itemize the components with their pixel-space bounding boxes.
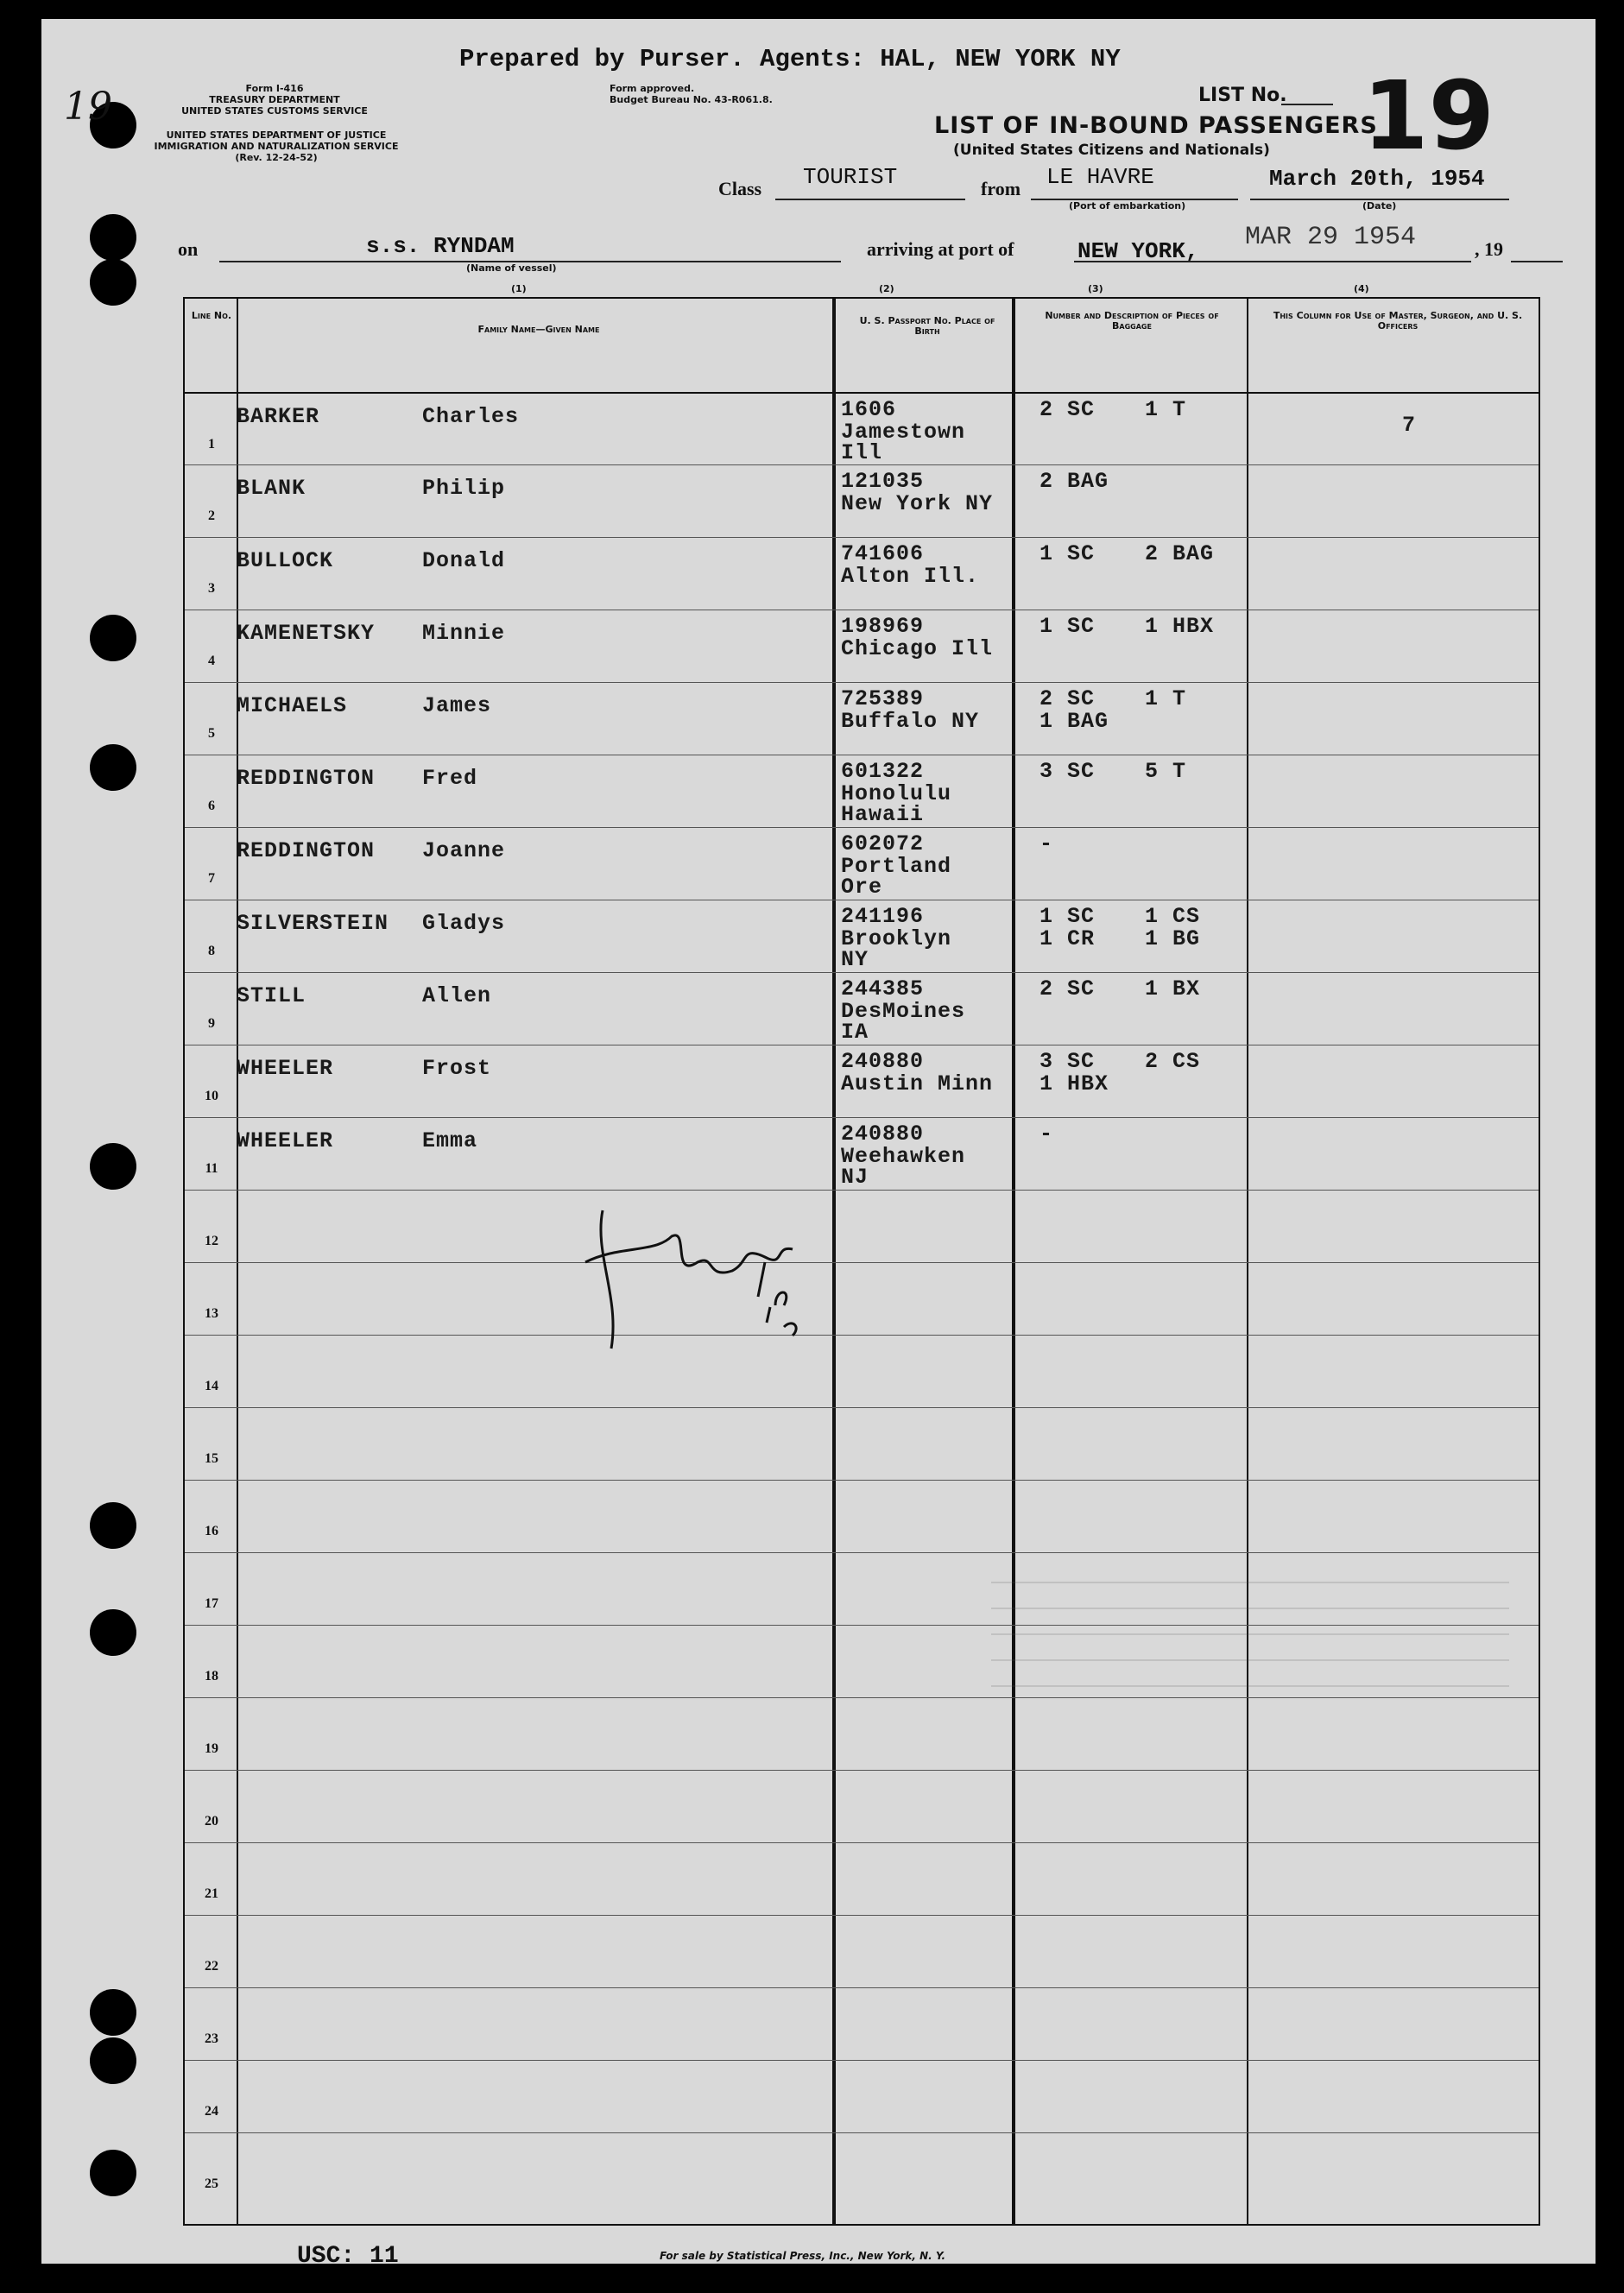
table-row — [185, 537, 1539, 610]
on-label: on — [178, 238, 199, 260]
form-approved: Form approved. — [610, 83, 695, 94]
given-name: Emma — [422, 1128, 478, 1153]
birth-place: Jamestown — [841, 420, 966, 445]
class-label: Class — [718, 178, 762, 199]
manifest-sheet — [41, 19, 1596, 2270]
passenger-table — [183, 297, 1540, 2226]
baggage-primary-extra: 1 CS — [1145, 904, 1201, 929]
arriving-label: arriving at port of — [867, 238, 1014, 260]
usc-count: USC: 11 — [297, 2243, 399, 2270]
baggage-primary: 1 SC — [1039, 904, 1096, 929]
passport-number: 602072 — [841, 831, 925, 856]
punch-hole — [90, 1609, 136, 1656]
printer-line: For sale by Statistical Press, Inc., New York, N. Y. — [660, 2250, 946, 2262]
col-header-passport: U. S. Passport No. Place of Birth — [859, 315, 995, 337]
baggage-primary: 3 SC — [1039, 1049, 1096, 1074]
baggage-secondary: 1 HBX — [1039, 1071, 1109, 1096]
class-value: TOURIST — [803, 164, 898, 190]
table-row — [185, 1045, 1539, 1118]
birth-place-line2: NJ — [841, 1165, 869, 1190]
punch-hole — [90, 214, 136, 261]
birth-place-line2: Ore — [841, 875, 883, 900]
passport-number: 1606 — [841, 397, 897, 422]
punch-hole — [90, 1989, 136, 2036]
family-name: REDDINGTON — [237, 766, 376, 791]
family-name: KAMENETSKY — [237, 621, 376, 646]
from-value: LE HAVRE — [1046, 164, 1154, 190]
punch-hole — [90, 1502, 136, 1549]
table-row — [185, 1770, 1539, 1843]
line-number: 13 — [205, 1306, 218, 1321]
baggage-primary: 2 SC — [1039, 976, 1096, 1001]
table-row — [185, 972, 1539, 1045]
passport-number: 198969 — [841, 614, 925, 639]
baggage-primary: 1 SC — [1039, 614, 1096, 639]
table-row — [185, 392, 1539, 466]
baggage-primary: 1 SC — [1039, 541, 1096, 566]
family-name: BULLOCK — [237, 548, 334, 573]
line-number: 7 — [208, 871, 215, 886]
family-name: BLANK — [237, 476, 306, 501]
birth-place-line2: Hawaii — [841, 802, 925, 827]
ins-service: IMMIGRATION AND NATURALIZATION SERVICE — [154, 141, 399, 152]
passport-number: 241196 — [841, 904, 925, 929]
family-name: WHEELER — [237, 1056, 334, 1081]
col-number-4: (4) — [1354, 283, 1369, 294]
col-header-line-no: Line No. — [191, 310, 232, 321]
line-number: 9 — [208, 1016, 215, 1031]
family-name: BARKER — [237, 404, 320, 429]
table-row — [185, 1915, 1539, 1988]
class-underline — [775, 199, 965, 200]
baggage-primary-extra: 2 BAG — [1145, 541, 1215, 566]
birth-place: Honolulu — [841, 781, 952, 806]
table-row — [185, 2060, 1539, 2133]
baggage-primary: 3 SC — [1039, 759, 1096, 784]
passport-number: 741606 — [841, 541, 925, 566]
approval-block — [610, 83, 773, 105]
baggage-primary-extra: 1 T — [1145, 686, 1187, 711]
form-title: LIST OF IN-BOUND PASSENGERS — [934, 112, 1378, 139]
punch-hole — [90, 2037, 136, 2084]
baggage-secondary: 1 CR — [1039, 926, 1096, 951]
baggage-primary-extra: 1 HBX — [1145, 614, 1215, 639]
given-name: Gladys — [422, 911, 506, 936]
line-number: 3 — [208, 581, 215, 596]
table-row — [185, 1335, 1539, 1408]
line-number: 20 — [205, 1814, 218, 1829]
given-name: Fred — [422, 766, 478, 791]
line-number: 1 — [208, 437, 215, 452]
table-row — [185, 1697, 1539, 1771]
line-number: 19 — [205, 1741, 218, 1756]
punch-hole — [90, 1143, 136, 1190]
family-name: STILL — [237, 983, 306, 1008]
table-row — [185, 1407, 1539, 1481]
baggage-primary-extra: 1 T — [1145, 397, 1187, 422]
given-name: Philip — [422, 476, 506, 501]
revision: (Rev. 12-24-52) — [235, 152, 318, 163]
birth-place: Chicago Ill — [841, 636, 994, 661]
form-subtitle: (United States Citizens and Nationals) — [953, 142, 1270, 159]
birth-place: Weehawken — [841, 1144, 966, 1169]
baggage-primary-extra: 1 BX — [1145, 976, 1201, 1001]
line-number: 11 — [205, 1161, 218, 1176]
col-header-name: Family Name—Given Name — [477, 324, 600, 335]
list-number: 19 — [1362, 60, 1495, 171]
col-number-2: (2) — [879, 283, 894, 294]
baggage-primary: 2 SC — [1039, 686, 1096, 711]
table-row — [185, 610, 1539, 683]
table-row — [185, 1190, 1539, 1263]
punch-hole — [90, 615, 136, 661]
line-number: 23 — [205, 2031, 218, 2046]
birth-place-line2: IA — [841, 1020, 869, 1045]
baggage-primary: - — [1039, 831, 1054, 856]
list-no-underline — [1281, 104, 1333, 105]
line-number: 15 — [205, 1451, 218, 1466]
form-number: Form I-416 — [245, 83, 304, 94]
baggage-primary: 2 BAG — [1039, 469, 1109, 494]
justice-dept-block — [138, 129, 414, 163]
table-row — [185, 1117, 1539, 1191]
line-number: 10 — [205, 1089, 218, 1103]
birth-place: Brooklyn — [841, 926, 952, 951]
passport-number: 240880 — [841, 1121, 925, 1146]
budget-bureau: Budget Bureau No. 43-R061.8. — [610, 94, 773, 105]
table-row — [185, 464, 1539, 538]
arrival-stamp: MAR 29 1954 — [1245, 223, 1417, 252]
bleed-through-text — [991, 1582, 1509, 1702]
line-number: 12 — [205, 1234, 218, 1248]
line-number: 6 — [208, 799, 215, 813]
passport-number: 725389 — [841, 686, 925, 711]
family-name: WHEELER — [237, 1128, 334, 1153]
line-number: 21 — [205, 1886, 218, 1901]
vessel-value: s.s. RYNDAM — [366, 233, 515, 259]
prepared-by-line: Prepared by Purser. Agents: HAL, NEW YORK NY — [459, 45, 1121, 73]
baggage-primary: 2 SC — [1039, 397, 1096, 422]
given-name: James — [422, 693, 492, 718]
table-row — [185, 1480, 1539, 1553]
year-underline — [1511, 261, 1563, 262]
table-row — [185, 682, 1539, 755]
punch-hole — [90, 744, 136, 791]
line-number: 16 — [205, 1524, 218, 1538]
line-number: 18 — [205, 1669, 218, 1683]
punch-hole — [90, 259, 136, 306]
baggage-primary-extra: 2 CS — [1145, 1049, 1201, 1074]
line-number: 14 — [205, 1379, 218, 1393]
line-number: 8 — [208, 944, 215, 958]
table-row — [185, 755, 1539, 828]
vessel-caption: (Name of vessel) — [466, 262, 557, 274]
col-header-officers: This Column for Use of Master, Surgeon, and U. S. Officers — [1273, 310, 1523, 332]
baggage-primary: - — [1039, 1121, 1054, 1146]
given-name: Frost — [422, 1056, 492, 1081]
punch-hole — [90, 2150, 136, 2196]
col-number-3: (3) — [1088, 283, 1103, 294]
table-row — [185, 1987, 1539, 2061]
birth-place-line2: NY — [841, 947, 869, 972]
officer-mark: 7 — [1402, 413, 1417, 438]
officer-signature — [568, 1176, 827, 1392]
birth-place: Austin Minn — [841, 1071, 994, 1096]
passport-number: 244385 — [841, 976, 925, 1001]
given-name: Charles — [422, 404, 520, 429]
col-number-1: (1) — [511, 283, 527, 294]
line-number: 5 — [208, 726, 215, 741]
list-no-label: LIST No. — [1198, 85, 1287, 106]
baggage-secondary: 1 BAG — [1039, 709, 1109, 734]
birth-place: New York NY — [841, 491, 994, 516]
line-number: 25 — [205, 2176, 218, 2191]
embark-caption: (Port of embarkation) — [1069, 200, 1186, 212]
from-label: from — [981, 178, 1021, 199]
customs-service: UNITED STATES CUSTOMS SERVICE — [181, 105, 368, 117]
port-underline — [1074, 261, 1471, 262]
birth-place: Alton Ill. — [841, 564, 980, 589]
birth-place: Buffalo NY — [841, 709, 980, 734]
family-name: MICHAELS — [237, 693, 348, 718]
year-suffix: , 19 — [1475, 238, 1503, 260]
date-value: March 20th, 1954 — [1269, 166, 1485, 192]
given-name: Donald — [422, 548, 506, 573]
date-caption: (Date) — [1362, 200, 1397, 212]
given-name: Allen — [422, 983, 492, 1008]
family-name: REDDINGTON — [237, 838, 376, 863]
treasury-dept: TREASURY DEPARTMENT — [209, 94, 340, 105]
table-row — [185, 1262, 1539, 1336]
line-number: 22 — [205, 1959, 218, 1974]
line-number: 24 — [205, 2104, 218, 2119]
given-name: Joanne — [422, 838, 506, 863]
table-row — [185, 900, 1539, 973]
port-value: NEW YORK, — [1077, 238, 1199, 264]
given-name: Minnie — [422, 621, 506, 646]
table-row — [185, 2132, 1539, 2206]
baggage-primary-extra: 5 T — [1145, 759, 1187, 784]
line-number: 4 — [208, 654, 215, 668]
passport-number: 121035 — [841, 469, 925, 494]
form-id-block — [171, 83, 378, 117]
birth-place-line2: Ill — [841, 440, 883, 465]
birth-place: Portland — [841, 854, 952, 879]
table-row — [185, 1842, 1539, 1916]
baggage-secondary-extra: 1 BG — [1145, 926, 1201, 951]
family-name: SILVERSTEIN — [237, 911, 389, 936]
birth-place: DesMoines — [841, 999, 966, 1024]
justice-dept: UNITED STATES DEPARTMENT OF JUSTICE — [166, 129, 387, 141]
table-row — [185, 827, 1539, 900]
passport-number: 240880 — [841, 1049, 925, 1074]
margin-note: 19 — [64, 85, 112, 129]
line-number: 17 — [205, 1596, 218, 1611]
line-number: 2 — [208, 509, 215, 523]
passport-number: 601322 — [841, 759, 925, 784]
col-header-baggage: Number and Description of Pieces of Baggage — [1045, 310, 1219, 332]
